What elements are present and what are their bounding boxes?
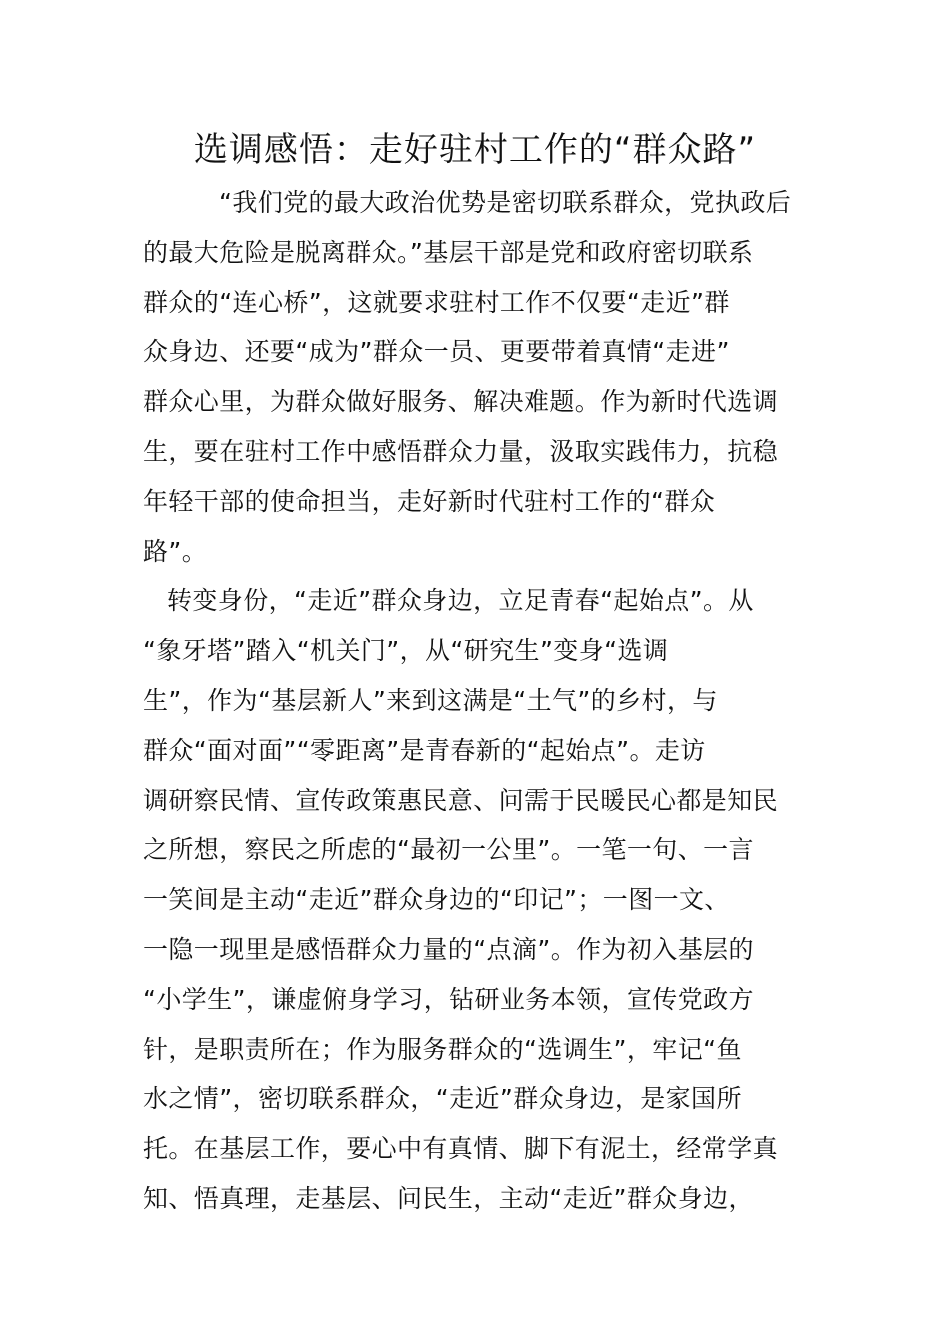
text-line: 之所想，察民之所虑的“最初一公里”。一笔一句、一言 [143, 835, 754, 865]
text-line: 一隐一现里是感悟群众力量的“点滴”。作为初入基层的 [143, 934, 754, 964]
text-line: 转变身份，“走近”群众身边，立足青春“起始点”。从 [167, 586, 754, 616]
text-line: 群众心里，为群众做好服务、解决难题。作为新时代选调 [143, 387, 779, 417]
text-line: 众身边、还要“成为”群众一员、更要带着真情“走进” [143, 337, 730, 367]
text-line: 群众的“连心桥”，这就要求驻村工作不仅要“走近”群 [143, 287, 730, 317]
text-line: 年轻干部的使命担当，走好新时代驻村工作的“群众 [143, 486, 716, 516]
text-line: 调研察民情、宣传政策惠民意、问需于民暖民心都是知民 [143, 785, 779, 815]
text-line: 知、悟真理，走基层、问民生，主动“走近”群众身边， [143, 1183, 754, 1213]
text-line: “小学生”，谦虚俯身学习，钻研业务本领，宣传党政方 [143, 984, 754, 1014]
text-line: “我们党的最大政治优势是密切联系群众，党执政后 [219, 188, 792, 217]
text-line: 群众“面对面”“零距离”是青春新的“起始点”。走访 [143, 735, 706, 765]
text-line: 针，是职责所在；作为服务群众的“选调生”，牢记“鱼 [143, 1034, 742, 1064]
text-line: 的最大危险是脱离群众。”基层干部是党和政府密切联系 [143, 237, 754, 267]
text-line: “象牙塔”踏入“机关门”，从“研究生”变身“选调 [143, 636, 669, 666]
document-title: 选调感悟：走好驻村工作的“群众路” [193, 130, 757, 170]
text-line: 生，要在驻村工作中感悟群众力量，汲取实践伟力，抗稳 [143, 436, 779, 466]
text-line: 路”。 [143, 536, 208, 566]
text-line: 托。在基层工作，要心中有真情、脚下有泥土，经常学真 [143, 1134, 779, 1164]
text-line: 水之情”，密切联系群众，“走近”群众身边，是家国所 [143, 1084, 742, 1114]
text-line: 一笑间是主动“走近”群众身边的“印记”；一图一文、 [143, 885, 730, 915]
document-body [143, 178, 807, 1224]
text-line: 生”，作为“基层新人”来到这满是“土气”的乡村，与 [143, 685, 718, 715]
